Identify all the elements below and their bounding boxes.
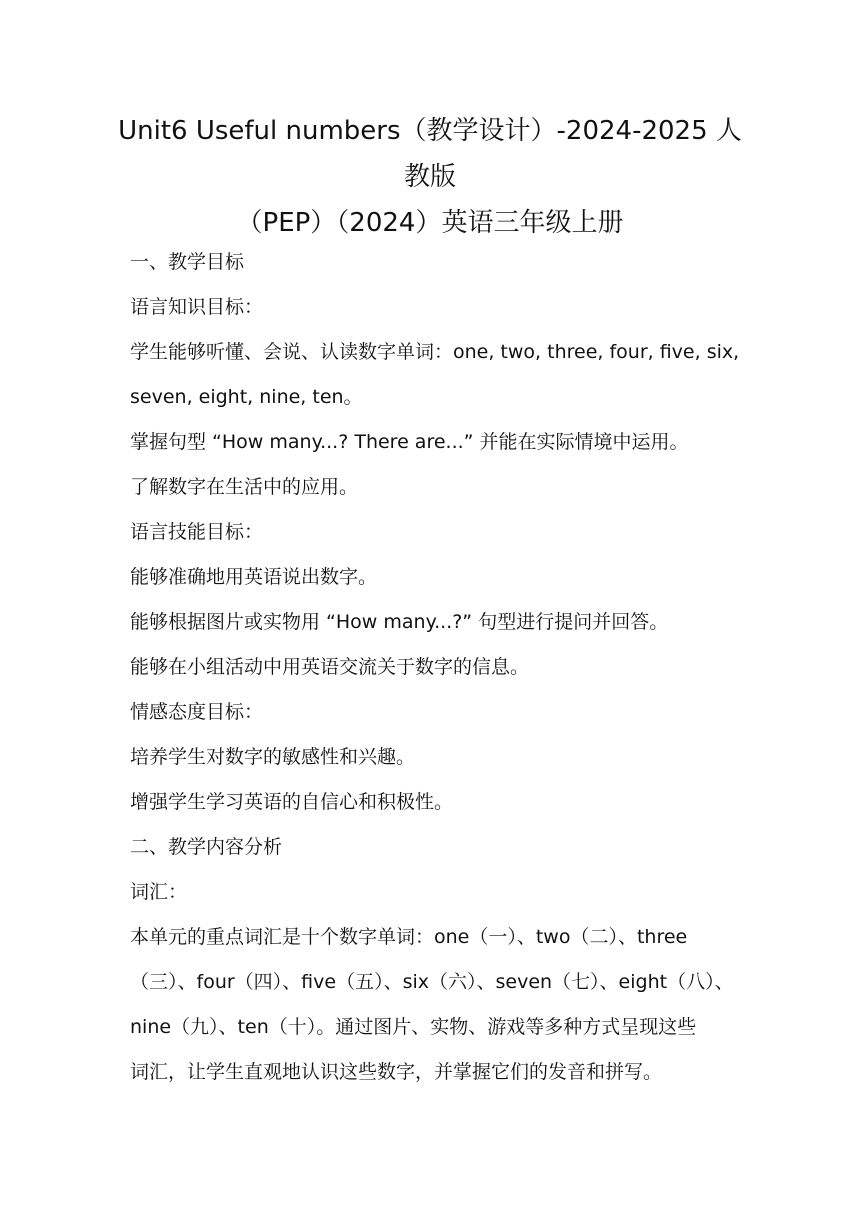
emotion-line-1: 培养学生对数字的敏感性和兴趣。: [130, 746, 416, 768]
knowledge-line-3: 掌握句型 “How many...? There are...” 并能在实际情境中运用。: [130, 431, 689, 453]
knowledge-line-4: 了解数字在生活中的应用。: [130, 476, 359, 498]
label-language-knowledge: 语言知识目标：: [130, 296, 264, 318]
knowledge-line-2: seven, eight, nine, ten。: [130, 386, 363, 408]
vocab-line-4: 词汇，让学生直观地认识这些数字，并掌握它们的发音和拼写。: [130, 1061, 663, 1083]
title-line-1: Unit6 Useful numbers（教学设计）-2024-2025 人教版: [118, 116, 742, 192]
vocab-line-2: （三）、four（四）、five（五）、six（六）、seven（七）、eight（八）、: [130, 971, 734, 993]
vocab-line-1: 本单元的重点词汇是十个数字单词：one（一）、two（二）、three: [130, 926, 688, 948]
skill-line-3: 能够在小组活动中用英语交流关于数字的信息。: [130, 656, 530, 678]
label-language-skill: 语言技能目标：: [130, 521, 264, 543]
skill-line-2: 能够根据图片或实物用 “How many...?” 句型进行提问并回答。: [130, 611, 669, 633]
document-title: [110, 108, 750, 246]
label-emotion-attitude: 情感态度目标：: [130, 701, 264, 723]
section-heading-content-analysis: 二、教学内容分析: [130, 836, 283, 858]
section-heading-teaching-goals: 一、教学目标: [130, 251, 245, 273]
emotion-line-2: 增强学生学习英语的自信心和积极性。: [130, 791, 454, 813]
knowledge-line-1: 学生能够听懂、会说、认读数字单词：one, two, three, four, five, six,: [130, 341, 740, 363]
document-body: [130, 240, 740, 1095]
label-vocabulary: 词汇：: [130, 881, 188, 903]
skill-line-1: 能够准确地用英语说出数字。: [130, 566, 378, 588]
vocab-line-3: nine（九）、ten（十）。通过图片、实物、游戏等多种方式呈现这些: [130, 1016, 697, 1038]
title-line-2: （PEP）（2024）英语三年级上册: [236, 208, 624, 238]
